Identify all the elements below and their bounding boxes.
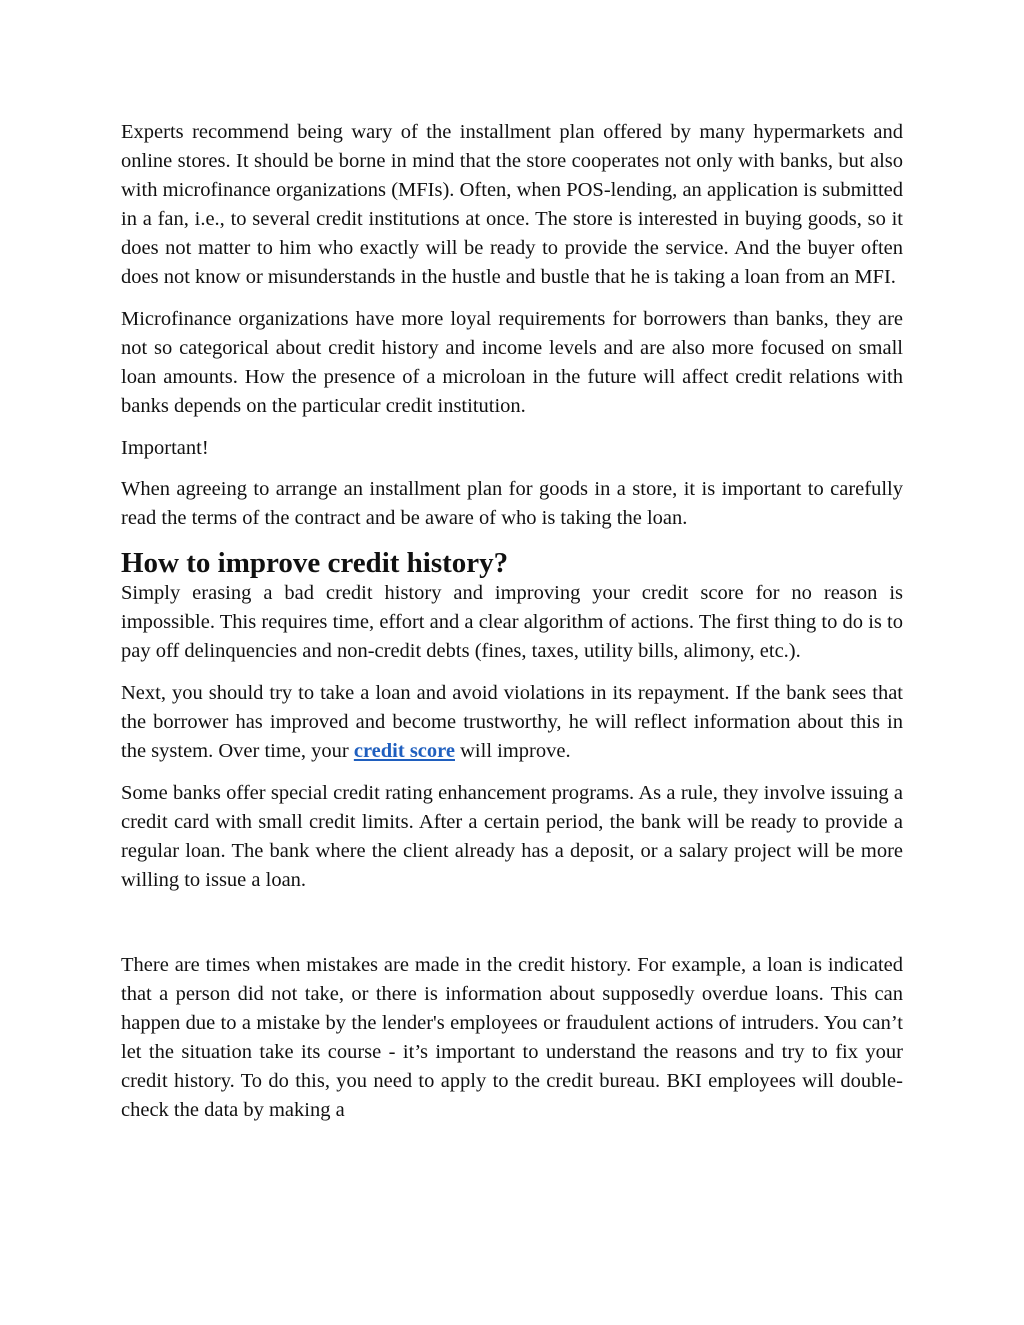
paragraph-contract-terms: When agreeing to arrange an installment plan for goods in a store, it is important to carefully read the terms of the contract and be aware of who is taking the loan. — [121, 478, 903, 529]
paragraph-enhancement-programs: Some banks offer special credit rating enhancement programs. As a rule, they involve issuing a credit card with small credit limits. After a certain period, the bank will be ready to provide a regular loan. The bank where the client already has a deposit, or a salary project will be more willing to issue a loan. — [121, 782, 903, 891]
paragraph-installment-warning: Experts recommend being wary of the installment plan offered by many hypermarkets and online stores. It should be borne in mind that the store cooperates not only with banks, but also with microfinance organizations (MFIs). Often, when POS-lending, an application is submitted in a fan, i.e., to several credit institutions at once. The store is interested in buying goods, so it does not matter to him who exactly will be ready to provide the service. And the buyer often does not know or misunderstands in the hustle and bustle that he is taking a loan from an MFI. — [121, 121, 903, 288]
section-heading: How to improve credit history? — [121, 547, 509, 579]
paragraph-take-loan-end: will improve. — [455, 740, 571, 762]
paragraph-important: Important! — [121, 437, 209, 459]
paragraph-microfinance: Microfinance organizations have more loyal requirements for borrowers than banks, they are not so categorical about credit history and income levels and are also more focused on small loan amounts. How the presence of a microloan in the future will affect credit relations with banks depends on the particular credit institution. — [121, 308, 903, 417]
paragraph-take-loan — [121, 679, 903, 766]
paragraph-erasing-history: Simply erasing a bad credit history and improving your credit score for no reason is impossible. This requires time, effort and a clear algorithm of actions. The first thing to do is to pay off delinquencies and non-credit debts (fines, taxes, utility bills, alimony, etc.). — [121, 582, 903, 662]
paragraph-mistakes: There are times when mistakes are made in the credit history. For example, a loan is indicated that a person did not take, or there is information about supposedly overdue loans. This can happen due to a mistake by the lender's employees or fraudulent actions of intruders. You can’t let the situation take its course - it’s important to understand the reasons and try to fix your credit history. To do this, you need to apply to the credit bureau. BKI employees will double-check the data by making a — [121, 954, 903, 1121]
paragraph-take-loan-text: Next, you should try to take a loan and avoid violations in its repayment. If the bank sees that the borrower has improved and become trustworthy, he will reflect information about this in the system. Over time, your — [121, 682, 903, 762]
document-body — [121, 118, 903, 1138]
credit-score-link[interactable]: credit score — [353, 740, 455, 762]
